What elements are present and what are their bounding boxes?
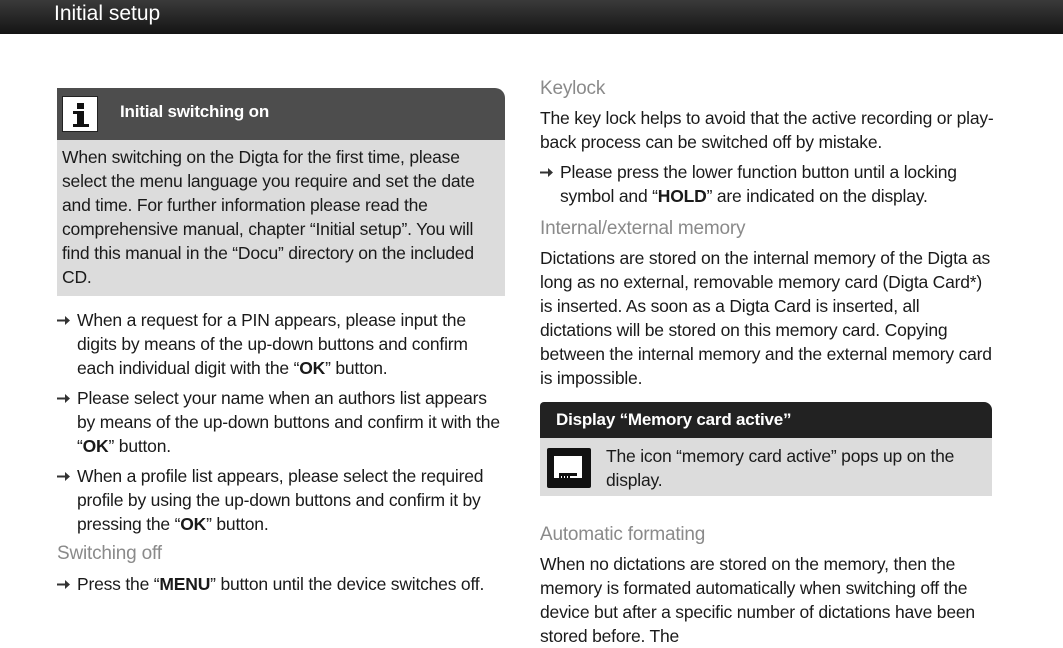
right-column <box>540 76 995 648</box>
keylock-text: The key lock helps to avoid that the active recording or play-back process can be switched off by mistake. <box>540 108 994 152</box>
list-item: Please select your name when an authors list appears by means of the up-down buttons and confirm it with the “OK” button. <box>57 386 505 458</box>
memory-text: Dictations are stored on the internal memory of the Digta as long as no external, removable memory card (Digta Card*) is inserted. As soon as a Digta Card is inserted, all dictations will be stored on this memory card. Copying between the internal memory and the external memory card is impossible. <box>540 248 992 388</box>
display-box-header <box>540 402 992 438</box>
arrow-right-icon <box>57 572 71 596</box>
keylock-list <box>540 160 995 208</box>
list-item: When a request for a PIN appears, please input the digits by means of the up-down buttons and confirm each individual digit with the “OK” button. <box>57 308 505 380</box>
keylock-heading: Keylock <box>540 78 606 99</box>
page-title: Initial setup <box>54 2 161 25</box>
memory-card-icon <box>547 448 591 488</box>
arrow-right-icon <box>57 386 71 410</box>
left-column <box>57 88 505 602</box>
memory-heading: Internal/external memory <box>540 218 746 239</box>
formatting-heading: Automatic formating <box>540 524 706 545</box>
switching-off-list <box>57 572 505 596</box>
display-box-title: Display “Memory card active” <box>556 410 792 429</box>
formatting-text: When no dictations are stored on the memory, then the memory is formated automatically when switching off the device but after a specific number of dictations have been stored before. The <box>540 554 975 646</box>
setup-steps-list <box>57 308 505 536</box>
page-header <box>0 0 1063 34</box>
list-item: Press the “MENU” button until the device switches off. <box>57 572 505 596</box>
info-box <box>57 88 505 296</box>
switching-off-heading: Switching off <box>57 543 162 564</box>
info-box-header <box>57 88 505 140</box>
info-box-title: Initial switching on <box>120 102 270 121</box>
arrow-right-icon <box>540 160 554 184</box>
arrow-right-icon <box>57 308 71 332</box>
info-box-body: When switching on the Digta for the first time, please select the menu language you require and set the date and time. For further information please read the comprehensive manual, chapter “Initial setup”. You will find this manual in the “Docu” directory on the included CD. <box>57 140 505 296</box>
display-box <box>540 402 992 496</box>
display-box-body <box>540 438 992 496</box>
list-item: Please press the lower function button until a locking symbol and “HOLD” are indicated on the display. <box>540 160 995 208</box>
display-box-text: The icon “memory card active” pops up on the display. <box>606 446 955 490</box>
info-icon <box>62 96 98 132</box>
list-item: When a profile list appears, please select the required profile by using the up-down buttons and confirm it by pressing the “OK” button. <box>57 464 505 536</box>
arrow-right-icon <box>57 464 71 488</box>
